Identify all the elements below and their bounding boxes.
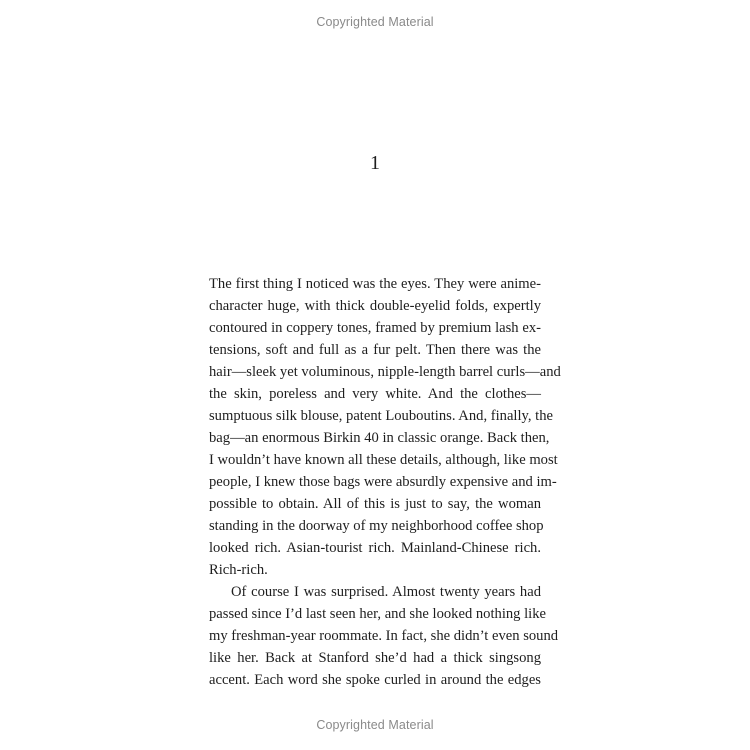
text-line: The first thing I noticed was the eyes. They were anime- bbox=[209, 276, 541, 292]
text-line: people, I knew those bags were absurdly expensive and im- bbox=[209, 474, 557, 490]
text-line: my freshman-year roommate. In fact, she didn’t even sound bbox=[209, 628, 559, 644]
text-line: bag—an enormous Birkin 40 in classic orange. Back then, bbox=[209, 430, 550, 446]
text-line: character huge, with thick double-eyelid folds, expertly bbox=[209, 298, 541, 314]
text-line: Rich-rich. bbox=[209, 562, 268, 578]
copyright-watermark-bottom: Copyrighted Material bbox=[316, 718, 434, 732]
text-line: standing in the doorway of my neighborhood coffee shop bbox=[209, 518, 544, 534]
text-line: sumptuous silk blouse, patent Louboutins. And, finally, the bbox=[209, 408, 554, 424]
text-line: possible to obtain. All of this is just to say, the woman bbox=[209, 496, 541, 512]
text-line: like her. Back at Stanford she’d had a thick singsong bbox=[209, 650, 541, 666]
chapter-body bbox=[209, 273, 561, 691]
text-line: looked rich. Asian-tourist rich. Mainland-Chinese rich. bbox=[209, 540, 541, 556]
text-line: passed since I’d last seen her, and she looked nothing like bbox=[209, 606, 547, 622]
text-line: tensions, soft and full as a fur pelt. Then there was the bbox=[209, 342, 541, 358]
text-line: contoured in coppery tones, framed by premium lash ex- bbox=[209, 320, 541, 336]
copyright-watermark-top: Copyrighted Material bbox=[316, 15, 434, 29]
chapter-number: 1 bbox=[370, 152, 380, 174]
text-line: the skin, poreless and very white. And the clothes— bbox=[209, 386, 541, 402]
text-line: I wouldn’t have known all these details, although, like most bbox=[209, 452, 558, 468]
text-line: accent. Each word she spoke curled in around the edges bbox=[209, 672, 541, 688]
text-line: Of course I was surprised. Almost twenty years had bbox=[231, 584, 541, 600]
text-line: hair—sleek yet voluminous, nipple-length barrel curls—and bbox=[209, 364, 561, 380]
